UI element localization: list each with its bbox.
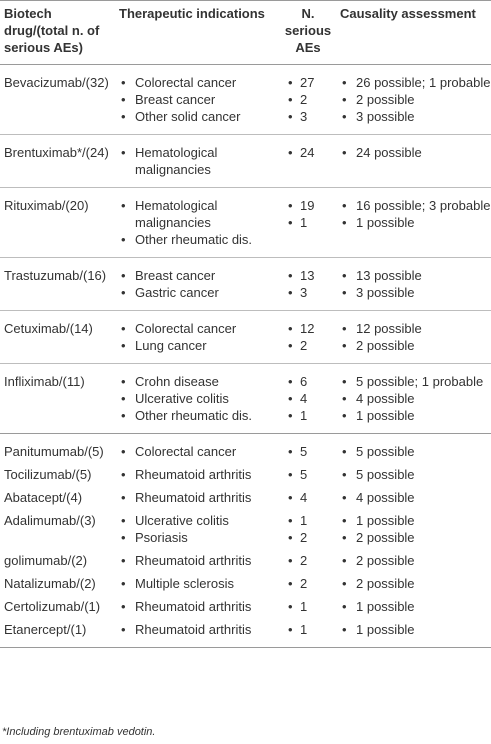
- indication-item: • Rheumatoid arthritis: [119, 466, 280, 483]
- cell-causality-list: [340, 489, 491, 506]
- causality-item: • 1 possible: [340, 621, 491, 638]
- cell-drug: Natalizumab/(2): [4, 576, 96, 591]
- cell-indications: [115, 258, 280, 311]
- cell-indications-list: [119, 197, 280, 248]
- header-drug: Biotech drug/(total n. of serious AEs): [0, 1, 115, 65]
- cell-causality-list: [340, 373, 491, 424]
- cell-serious-aes-list: [280, 197, 336, 231]
- cell-causality: [336, 595, 491, 618]
- cell-indications: [115, 188, 280, 258]
- header-causality: Causality assessment: [336, 1, 491, 65]
- cell-causality: [336, 188, 491, 258]
- cell-serious-aes-list: [280, 373, 336, 424]
- cell-indications-list: [119, 552, 280, 569]
- count-item: • 2: [280, 552, 336, 569]
- count-item: • 5: [280, 466, 336, 483]
- causality-item: • 2 possible: [340, 91, 491, 108]
- cell-causality: [336, 509, 491, 549]
- causality-item: • 2 possible: [340, 552, 491, 569]
- count-item: • 1: [280, 214, 336, 231]
- table-footnote: *Including brentuximab vedotin.: [2, 726, 156, 738]
- count-item: • 2: [280, 337, 336, 354]
- cell-serious-aes-list: [280, 466, 336, 483]
- cell-indications-list: [119, 512, 280, 546]
- causality-item: • 3 possible: [340, 284, 491, 301]
- indication-item: • Other solid cancer: [119, 108, 280, 125]
- table-row: [0, 311, 491, 364]
- cell-causality: [336, 65, 491, 135]
- cell-causality-list: [340, 621, 491, 638]
- causality-item: • 2 possible: [340, 575, 491, 592]
- table-row: [0, 486, 491, 509]
- count-item: • 1: [280, 407, 336, 424]
- cell-causality-list: [340, 320, 491, 354]
- causality-item: • 4 possible: [340, 390, 491, 407]
- indication-item: • Lung cancer: [119, 337, 280, 354]
- cell-serious-aes: [280, 549, 336, 572]
- indication-item: • Psoriasis: [119, 529, 280, 546]
- causality-item: • 2 possible: [340, 529, 491, 546]
- table-row: [0, 434, 491, 464]
- cell-serious-aes: [280, 65, 336, 135]
- cell-drug: Infliximab/(11): [0, 364, 115, 434]
- cell-serious-aes-list: [280, 144, 336, 161]
- cell-indications-list: [119, 466, 280, 483]
- cell-causality-list: [340, 144, 491, 161]
- cell-indications-list: [119, 320, 280, 354]
- cell-serious-aes-list: [280, 267, 336, 301]
- indication-item: • Colorectal cancer: [119, 443, 280, 460]
- cell-indications: [115, 509, 280, 549]
- cell-causality-list: [340, 466, 491, 483]
- cell-serious-aes-list: [280, 443, 336, 460]
- table-row: [0, 258, 491, 311]
- cell-serious-aes-list: [280, 74, 336, 125]
- cell-indications: [115, 572, 280, 595]
- causality-item: • 1 possible: [340, 512, 491, 529]
- indication-item: • Multiple sclerosis: [119, 575, 280, 592]
- table-row: [0, 364, 491, 434]
- cell-serious-aes-list: [280, 575, 336, 592]
- cell-serious-aes: [280, 618, 336, 648]
- cell-indications: [115, 434, 280, 464]
- cell-causality-list: [340, 443, 491, 460]
- indication-item: • Colorectal cancer: [119, 74, 280, 91]
- cell-indications-list: [119, 621, 280, 638]
- cell-drug: Brentuximab*/(24): [0, 135, 115, 188]
- table-row: [0, 188, 491, 258]
- causality-item: • 3 possible: [340, 108, 491, 125]
- count-item: • 4: [280, 489, 336, 506]
- cell-indications: [115, 65, 280, 135]
- causality-item: • 26 possible; 1 probable: [340, 74, 491, 91]
- cell-causality: [336, 434, 491, 464]
- count-item: • 13: [280, 267, 336, 284]
- cell-indications: [115, 486, 280, 509]
- cell-indications-list: [119, 575, 280, 592]
- cell-serious-aes: [280, 135, 336, 188]
- count-item: • 4: [280, 390, 336, 407]
- indication-item: • Colorectal cancer: [119, 320, 280, 337]
- count-item: • 3: [280, 108, 336, 125]
- indication-item: • Breast cancer: [119, 267, 280, 284]
- cell-drug: golimumab/(2): [4, 553, 88, 568]
- cell-indications-list: [119, 489, 280, 506]
- cell-causality: [336, 258, 491, 311]
- cell-drug: Bevacizumab/(32): [0, 65, 115, 135]
- count-item: • 1: [280, 621, 336, 638]
- table-row: [0, 463, 491, 486]
- cell-causality-list: [340, 575, 491, 592]
- indication-item: • Hematological malignancies: [119, 144, 280, 178]
- table-row: [0, 549, 491, 572]
- cell-indications: [115, 135, 280, 188]
- causality-item: • 1 possible: [340, 407, 491, 424]
- cell-causality: [336, 311, 491, 364]
- cell-indications-list: [119, 598, 280, 615]
- indication-item: • Rheumatoid arthritis: [119, 621, 280, 638]
- count-item: • 12: [280, 320, 336, 337]
- causality-item: • 1 possible: [340, 214, 491, 231]
- cell-indications-list: [119, 373, 280, 424]
- cell-drug: Cetuximab/(14): [0, 311, 115, 364]
- causality-item: • 16 possible; 3 probable: [340, 197, 491, 214]
- cell-causality: [336, 463, 491, 486]
- cell-serious-aes: [280, 311, 336, 364]
- table-row: [0, 572, 491, 595]
- cell-causality: [336, 549, 491, 572]
- cell-causality-list: [340, 74, 491, 125]
- cell-serious-aes-list: [280, 598, 336, 615]
- cell-causality: [336, 364, 491, 434]
- causality-item: • 4 possible: [340, 489, 491, 506]
- cell-indications: [115, 549, 280, 572]
- count-item: • 2: [280, 91, 336, 108]
- causality-item: • 5 possible: [340, 443, 491, 460]
- table-row: [0, 618, 491, 648]
- cell-serious-aes: [280, 595, 336, 618]
- causality-item: • 5 possible: [340, 466, 491, 483]
- cell-indications: [115, 364, 280, 434]
- cell-drug: Abatacept/(4): [4, 490, 83, 505]
- causality-item: • 1 possible: [340, 598, 491, 615]
- cell-serious-aes-list: [280, 489, 336, 506]
- cell-drug: Adalimumab/(3): [4, 513, 96, 528]
- cell-drug: Etanercept/(1): [0, 618, 115, 648]
- cell-causality-list: [340, 512, 491, 546]
- causality-item: • 12 possible: [340, 320, 491, 337]
- cell-drug: Certolizumab/(1): [4, 599, 101, 614]
- cell-serious-aes: [280, 188, 336, 258]
- indication-item: • Ulcerative colitis: [119, 390, 280, 407]
- count-item: • 1: [280, 512, 336, 529]
- cell-serious-aes: [280, 364, 336, 434]
- cell-serious-aes: [280, 434, 336, 464]
- cell-serious-aes-list: [280, 320, 336, 354]
- cell-serious-aes: [280, 572, 336, 595]
- count-item: • 27: [280, 74, 336, 91]
- indication-item: • Hematological malignancies: [119, 197, 280, 231]
- cell-indications-list: [119, 443, 280, 460]
- cell-indications: [115, 463, 280, 486]
- cell-serious-aes-list: [280, 512, 336, 546]
- count-item: • 5: [280, 443, 336, 460]
- cell-serious-aes-list: [280, 621, 336, 638]
- causality-item: • 2 possible: [340, 337, 491, 354]
- causality-item: • 13 possible: [340, 267, 491, 284]
- cell-serious-aes-list: [280, 552, 336, 569]
- cell-indications-list: [119, 74, 280, 125]
- cell-causality: [336, 486, 491, 509]
- table-row: [0, 135, 491, 188]
- indication-item: • Rheumatoid arthritis: [119, 598, 280, 615]
- causality-item: • 5 possible; 1 probable: [340, 373, 491, 390]
- count-item: • 2: [280, 575, 336, 592]
- cell-causality-list: [340, 197, 491, 231]
- cell-causality: [336, 618, 491, 648]
- cell-drug: Rituximab/(20): [0, 188, 115, 258]
- cell-serious-aes: [280, 486, 336, 509]
- indication-item: • Other rheumatic dis.: [119, 231, 280, 248]
- count-item: • 2: [280, 529, 336, 546]
- cell-serious-aes: [280, 463, 336, 486]
- cell-indications: [115, 311, 280, 364]
- indication-item: • Rheumatoid arthritis: [119, 489, 280, 506]
- table-row: [0, 509, 491, 549]
- indication-item: • Other rheumatic dis.: [119, 407, 280, 424]
- cell-indications-list: [119, 144, 280, 178]
- count-item: • 24: [280, 144, 336, 161]
- cell-indications: [115, 618, 280, 648]
- cell-drug: Panitumumab/(5): [4, 444, 104, 459]
- indication-item: • Ulcerative colitis: [119, 512, 280, 529]
- cell-drug: Tocilizumab/(5): [4, 467, 92, 482]
- table-row: [0, 595, 491, 618]
- cell-indications: [115, 595, 280, 618]
- header-indications: Therapeutic indications: [115, 1, 280, 65]
- cell-causality-list: [340, 267, 491, 301]
- table-header-row: [0, 1, 491, 65]
- count-item: • 1: [280, 598, 336, 615]
- header-serious-aes: N. serious AEs: [280, 1, 336, 65]
- cell-drug: Trastuzumab/(16): [0, 258, 115, 311]
- indication-item: • Gastric cancer: [119, 284, 280, 301]
- cell-indications-list: [119, 267, 280, 301]
- count-item: • 6: [280, 373, 336, 390]
- cell-serious-aes: [280, 258, 336, 311]
- cell-causality: [336, 572, 491, 595]
- indication-item: • Breast cancer: [119, 91, 280, 108]
- cell-serious-aes: [280, 509, 336, 549]
- cell-causality-list: [340, 552, 491, 569]
- count-item: • 19: [280, 197, 336, 214]
- causality-item: • 24 possible: [340, 144, 491, 161]
- table-row: [0, 65, 491, 135]
- cell-causality-list: [340, 598, 491, 615]
- indication-item: • Rheumatoid arthritis: [119, 552, 280, 569]
- indication-item: • Crohn disease: [119, 373, 280, 390]
- count-item: • 3: [280, 284, 336, 301]
- cell-causality: [336, 135, 491, 188]
